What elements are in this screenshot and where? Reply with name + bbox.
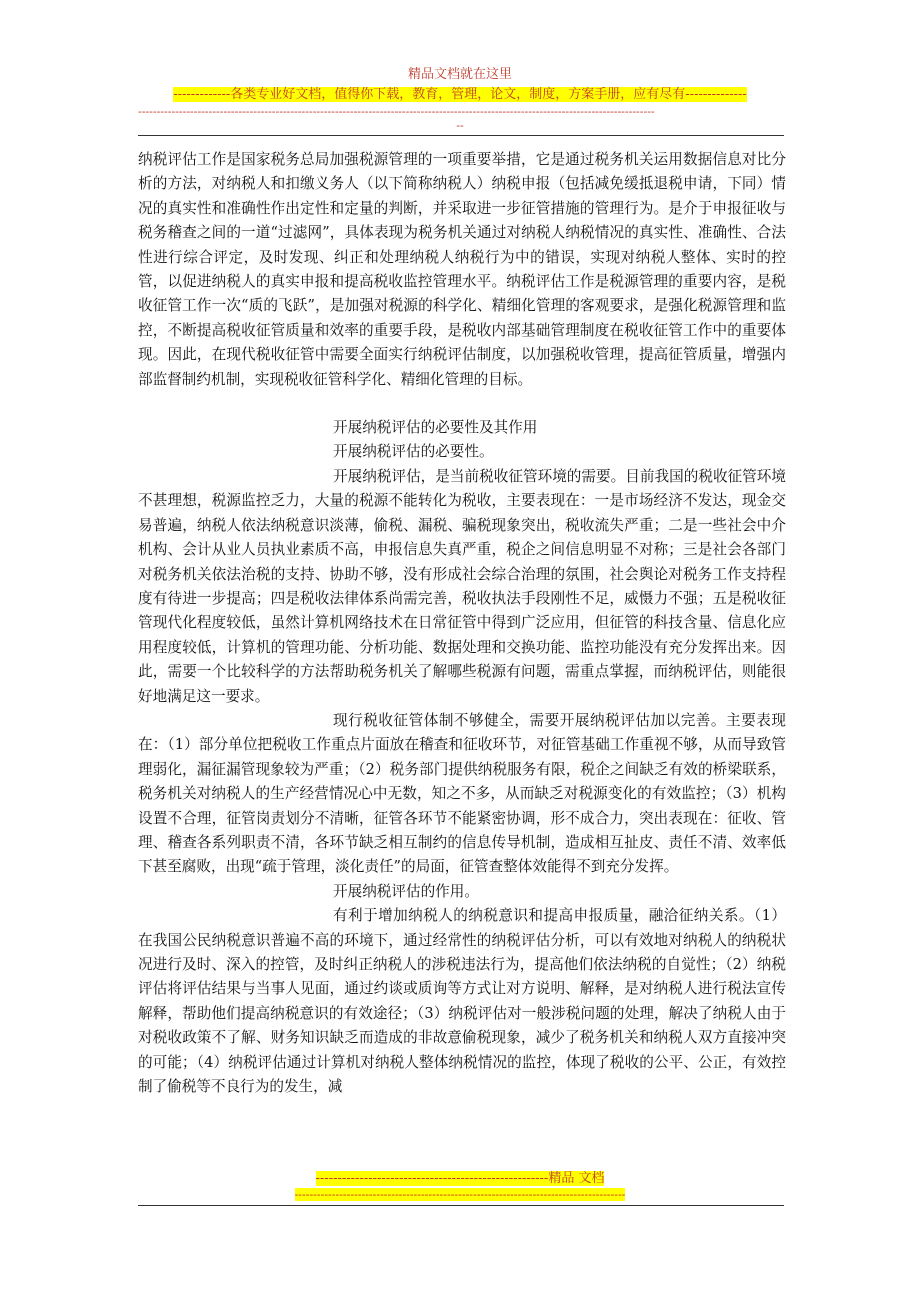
footer-line-2 [0, 1187, 920, 1202]
footer-line-2-text: ----------------------------------------------------------------------------------------- [294, 1188, 626, 1201]
header-title: 精品文档就在这里 [407, 67, 512, 82]
intro-paragraph: 纳税评估工作是国家税务总局加强税源管理的一项重要举措，它是通过税务机关运用数据信息对比分析的方法，对纳税人和扣缴义务人（以下简称纳税人）纳税申报（包括减免缓抵退税申请，下同）情况的真实性和准确性作出定性和定量的判断，并采取进一步征管措施的管理行为。是介于申报征收与税务稽查之间的一道“过滤网”，具体表现为税务机关通过对纳税人纳税情况的真实性、准确性、合法性进行综合评定，及时发现、纠正和处理纳税人纳税行为中的错误，实现对纳税人整体、实时的控管，以促进纳税人的真实申报和提高税收监控管理水平。纳税评估工作是税源管理的重要内容，是税收征管工作一次“质的飞跃”，是加强对税源的科学化、精细化管理的客观要求，是强化税源管理和监控，不断提高税收征管质量和效率的重要手段，是税收内部基础管理制度在税收征管工作中的重要体现。因此，在现代税收征管中需要全面实行纳税评估制度，以加强税收管理，提高征管质量，增强内部监督制约机制，实现税收征管科学化、精细化管理的目标。 [138, 151, 786, 388]
header-dash-line: ------------------------------------------------------------------------------------------------------------------------------------------- [138, 105, 655, 118]
subsection-heading-necessity: 开展纳税评估的必要性。 [333, 443, 494, 461]
paragraph-gap [138, 392, 786, 416]
footer-line-1 [0, 1171, 920, 1186]
header-tagline [0, 86, 920, 103]
necessity-paragraph-2: 现行税收征管体制不够健全，需要开展纳税评估加以完善。主要表现在：（1）部分单位把税收工作重点片面放在稽查和征收环节，对征管基础工作重视不够，从而导致管理弱化，漏征漏管现象较为严重；（2）税务部门提供纳税服务有限，税企之间缺乏有效的桥梁联系，税务机关对纳税人的生产经营情况心中无数，知之不多，从而缺乏对税源变化的有效监控；（3）机构设置不合理，征管岗责划分不清晰，征管各环节不能紧密协调，形不成合力，突出表现在：征收、管理、稽查各系列职责不清，各环节缺乏相互制约的信息传导机制，造成相互扯皮、责任不清、效率低下甚至腐败，出现“疏于管理，淡化责任”的局面，征管查整体效能得不到充分发挥。 [138, 711, 786, 876]
footer-divider [138, 1205, 784, 1206]
document-body [138, 148, 786, 1099]
function-paragraph: 有利于增加纳税人的纳税意识和提高申报质量，融洽征纳关系。（1）在我国公民纳税意识普遍不高的环境下，通过经常性的纳税评估分析，可以有效地对纳税人的纳税状况进行及时、深入的控管，及时纠正纳税人的涉税违法行为，提高他们依法纳税的自觉性；（2）纳税评估将评估结果与当事人见面，通过约谈或质询等方式让对方说明、解释，是对纳税人进行税法宣传解释，帮助他们提高纳税意识的有效途径；（3）纳税评估对一般涉税问题的处理，解决了纳税人由于对税收政策不了解、财务知识缺乏而造成的非故意偷税现象，减少了税务机关和纳税人双方直接冲突的可能；（4）纳税评估通过计算机对纳税人整体纳税情况的监控，体现了税收的公平、公正，有效控制了偷税等不良行为的发生，减 [138, 907, 786, 1096]
section-heading: 开展纳税评估的必要性及其作用 [333, 419, 538, 437]
header-tagline-text: -------------各类专业好文档，值得你下载，教育，管理，论文，制度，方案手册，应有尽有-------------- [173, 87, 747, 102]
subsection-heading-function: 开展纳税评估的作用。 [333, 882, 479, 900]
header-divider [138, 135, 784, 136]
necessity-paragraph-1: 开展纳税评估，是当前税收征管环境的需要。目前我国的税收征管环境不甚理想，税源监控乏力，大量的税源不能转化为税收，主要表现在：一是市场经济不发达，现金交易普遍，纳税人依法纳税意识淡薄，偷税、漏税、骗税现象突出，税收流失严重；二是一些社会中介机构、会计从业人员执业素质不高，申报信息失真严重，税企之间信息明显不对称；三是社会各部门对税务机关依法治税的支持、协助不够，没有形成社会综合治理的氛围，社会舆论对税务工作支持程度有待进一步提高；四是税收法律体系尚需完善，税收执法手段刚性不足，威慑力不强；五是税收征管现代化程度较低，虽然计算机网络技术在日常征管中得到广泛应用，但征管的科技含量、信息化应用程度较低，计算机的管理功能、分析功能、数据处理和交换功能、监控功能没有充分发挥出来。因此，需要一个比较科学的方法帮助税务机关了解哪些税源有问题，需重点掌握，而纳税评估，则能很好地满足这一要求。 [138, 467, 786, 705]
header-dash-line-2: -- [456, 119, 464, 132]
footer-line-1-text: -----------------------------------------------------精品 文档 [315, 1171, 605, 1186]
